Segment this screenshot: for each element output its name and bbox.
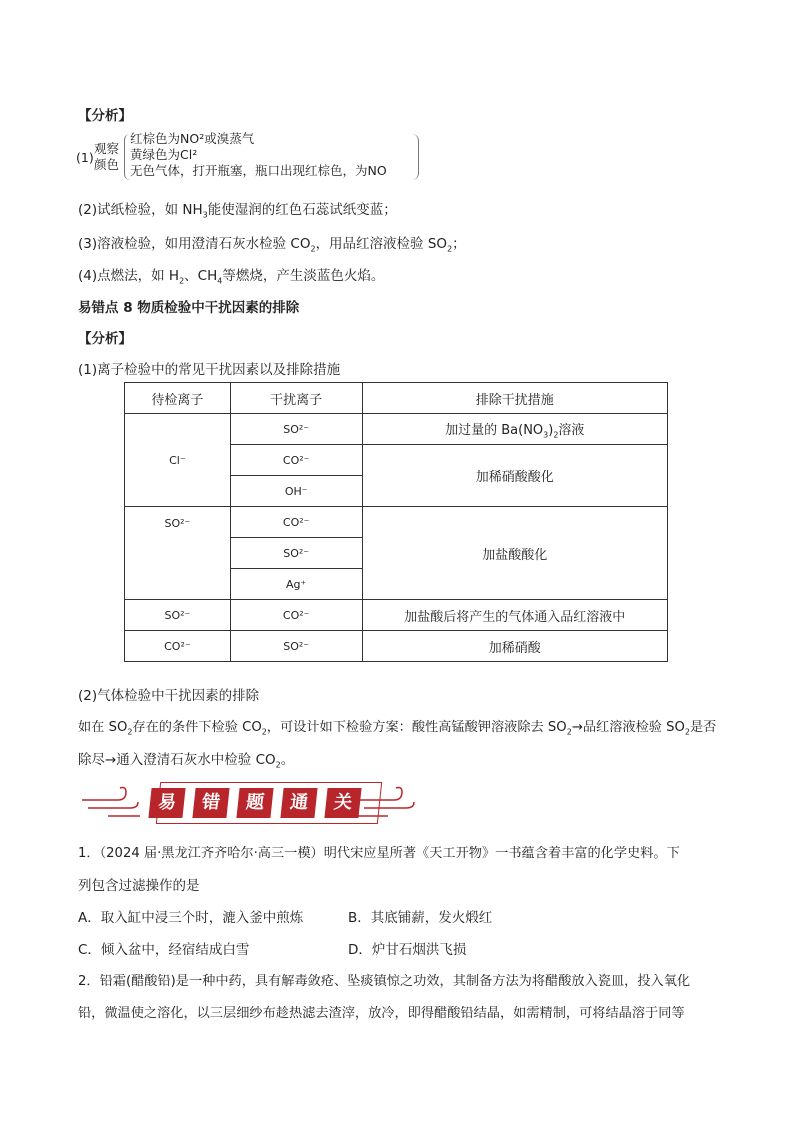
q1-option-c: C．倾入盆中，经宿结成白雪: [78, 942, 250, 958]
gas-text: →品红溶液检验 SO: [571, 720, 685, 735]
observe-line-2: 黄绿色为Cl²: [130, 147, 198, 162]
gas-sub: 2: [261, 727, 267, 737]
q1-option-b: B．其底铺薪，发火煅红: [348, 910, 493, 926]
p4-text-e: 等燃烧，产生淡蓝色火焰。: [222, 268, 385, 284]
banner-char: 题: [236, 788, 273, 818]
observe-color-list: [130, 131, 387, 179]
gas-sub: 2: [566, 727, 572, 737]
table-row: [125, 600, 668, 631]
banner-char: 通: [280, 788, 317, 818]
section-banner: [78, 780, 418, 826]
table-header: 排除干扰措施: [362, 383, 667, 414]
table-header-row: [125, 383, 668, 414]
ion-interference-table: [124, 382, 668, 662]
gas-sub: 2: [684, 727, 690, 737]
q1-stem-line2: 列包含过滤操作的是: [78, 878, 200, 894]
observe-label-line1: 观察: [94, 141, 120, 156]
section-title: 易错点 8 物质检验中干扰因素的排除: [78, 300, 300, 316]
interfering-ion-cell: CO²⁻: [230, 507, 362, 538]
measure-cell: 加盐酸酸化: [362, 507, 667, 600]
gas-text: 除尽→通入澄清石灰水中检验 CO: [78, 752, 276, 768]
p2-text-c: 能使湿润的红色石蕊试纸变蓝；: [207, 202, 397, 218]
banner-char: 关: [324, 788, 361, 818]
banner-char: 错: [192, 788, 229, 818]
paragraph-test-paper: [78, 198, 397, 220]
p3-text-c: ，用品红溶液检验 SO: [315, 236, 448, 252]
interfering-ion-cell: CO²⁻: [230, 445, 362, 476]
observe-label: [94, 141, 119, 173]
analysis-heading-1: 【分析】: [78, 108, 132, 124]
measure-cell: 加盐酸后将产生的气体通入品红溶液中: [362, 600, 667, 631]
measure-sub: 2: [553, 430, 559, 440]
measure-text: 溶液: [558, 422, 585, 438]
banner-char: 易: [148, 788, 185, 818]
ion-cell-so4: SO²⁻: [125, 507, 231, 600]
p4-text-a: (4)点燃法，如 H: [78, 268, 180, 284]
right-brace: [412, 134, 419, 180]
observe-number: (1): [76, 150, 94, 165]
ion-cell: CO²⁻: [125, 631, 231, 662]
observe-line-3: 无色气体，打开瓶塞，瓶口出现红棕色，为NO: [130, 163, 387, 178]
p4-sub-2: 4: [217, 276, 223, 286]
table-row: [125, 507, 668, 538]
table-header: 待检离子: [125, 383, 231, 414]
analysis-heading-2: 【分析】: [78, 331, 132, 347]
table-row: [125, 414, 668, 445]
p3-text-a: (3)溶液检验，如用澄清石灰水检验 CO: [78, 236, 311, 252]
q2-line2: 铅，微温使之溶化，以三层细纱布趁热滤去渣滓，放冷，即得醋酸铅结晶，如需精制，可将结晶溶于同等: [78, 1006, 685, 1021]
gas-sub: 2: [275, 760, 281, 770]
p3-sub-1: 2: [310, 244, 316, 254]
interfering-ion-cell: SO²⁻: [230, 414, 362, 445]
observe-line-1: 红棕色为NO²或溴蒸气: [130, 131, 255, 146]
p4-sub-1: 2: [179, 276, 185, 286]
q1-stem-line1: 1．（2024 届·黑龙江齐齐哈尔·高三一模）明代宋应星所著《天工开物》一书蕴含着丰富的化学史料。下: [78, 846, 680, 861]
gas-sub: 2: [127, 727, 133, 737]
gas-test-subheading: (2)气体检验中干扰因素的排除: [78, 688, 260, 704]
interfering-ion-cell: OH⁻: [230, 476, 362, 507]
paragraph-solution-test: [78, 232, 466, 254]
p3-text-e: ；: [452, 236, 466, 252]
gas-text: 是否: [690, 720, 717, 735]
interfering-ion-cell: SO²⁻: [230, 538, 362, 569]
gas-test-paragraph-line2: [78, 748, 294, 770]
q1-option-d: D．炉甘石烟洪飞损: [348, 942, 467, 958]
interfering-ion-cell: SO²⁻: [230, 631, 362, 662]
observe-label-line2: 颜色: [94, 157, 120, 172]
measure-cell: [362, 414, 667, 445]
ion-cell-cl: Cl⁻: [125, 414, 231, 507]
p3-sub-2: 2: [447, 244, 453, 254]
interfering-ion-cell: CO²⁻: [230, 600, 362, 631]
p2-sub: 3: [202, 210, 208, 220]
p2-text-a: (2)试纸检验，如 NH: [78, 202, 203, 218]
q1-option-a: A．取入缸中浸三个时，漉入釜中煎炼: [78, 910, 304, 926]
interfering-ion-cell: Ag⁺: [230, 569, 362, 600]
measure-cell: 加稀硝酸酸化: [362, 445, 667, 507]
gas-text: 存在的条件下检验 CO: [132, 720, 262, 735]
table-row: [125, 631, 668, 662]
q2-line1: 2．铅霜(醋酸铅)是一种中药，具有解毒敛疮、坠痰镇惊之功效，其制备方法为将醋酸放入瓷皿，投入氧化: [78, 974, 691, 989]
gas-text: 如在 SO: [78, 720, 128, 735]
measure-text: ): [548, 422, 554, 438]
paragraph-ignition: [78, 264, 384, 286]
gas-text: 。: [280, 752, 295, 768]
ion-test-subheading: (1)离子检验中的常见干扰因素以及排除措施: [78, 362, 341, 378]
p4-text-c: 、CH: [184, 268, 218, 284]
ion-cell: SO²⁻: [125, 600, 231, 631]
gas-text: ，可设计如下检验方案：酸性高锰酸钾溶液除去 SO: [266, 720, 567, 735]
measure-cell: 加稀硝酸: [362, 631, 667, 662]
table-header: 干扰离子: [230, 383, 362, 414]
measure-sub: 3: [543, 430, 549, 440]
gas-test-paragraph-line1: [78, 716, 716, 737]
measure-text: 加过量的 Ba(NO: [445, 422, 544, 438]
